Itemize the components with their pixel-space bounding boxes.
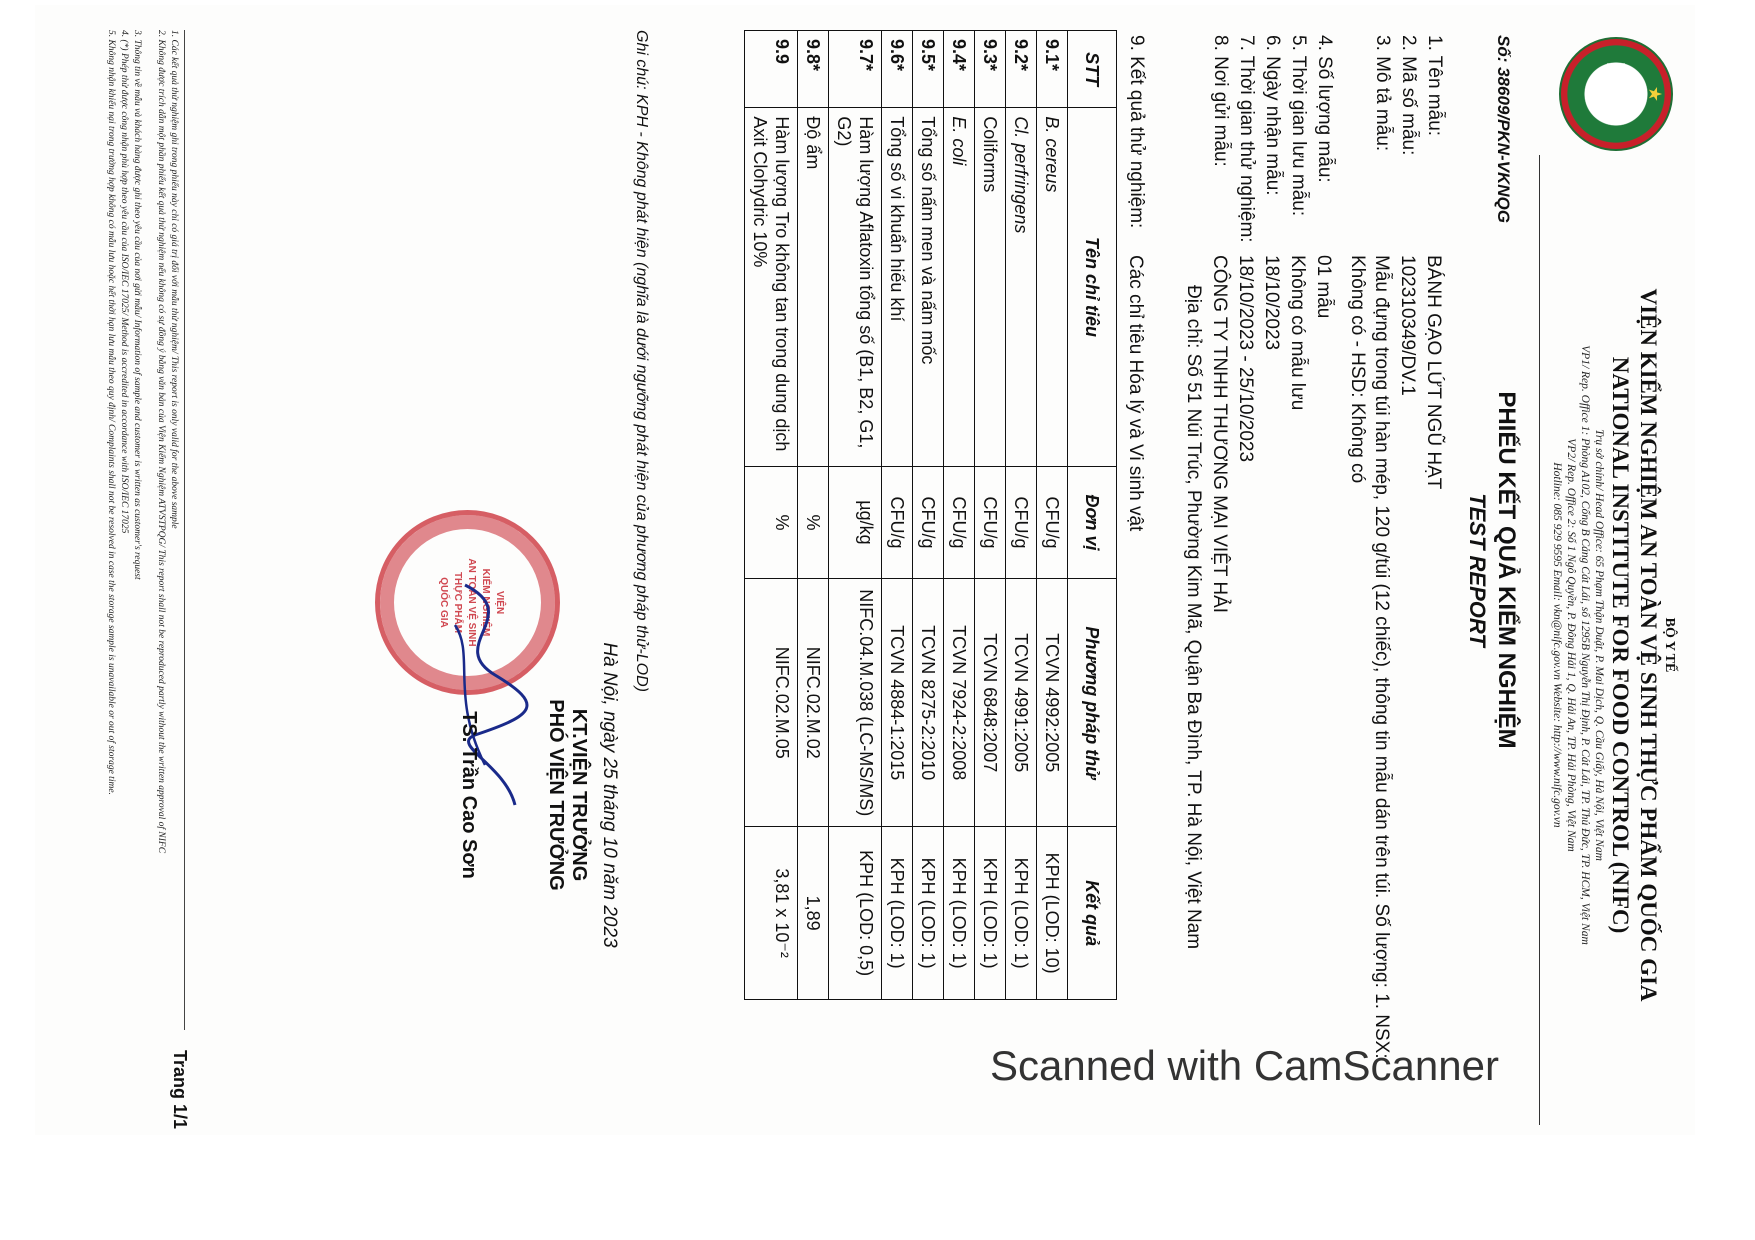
test-name-cell: E. coli bbox=[944, 108, 975, 466]
unit-cell: CFU/g bbox=[913, 466, 944, 578]
result-cell: KPH (LOD: 1) bbox=[1006, 827, 1037, 1000]
footnote-divider bbox=[184, 30, 185, 1030]
test-name-cell: Cl. perfringens bbox=[1006, 108, 1037, 466]
result-cell: KPH (LOD: 10) bbox=[1037, 827, 1068, 1000]
stt-cell: 9.3* bbox=[975, 31, 1006, 108]
footnote: 5. Không nhận khiếu nại trong trường hợp không có mẫu lưu hoặc hết thời hạn lưu mẫu theo quy định/ Complaints shall not be resolved in case the storage sample is unavailable or out of storage time. bbox=[106, 30, 116, 795]
test-name-cell: Coliforms bbox=[975, 108, 1006, 466]
method-cell: TCVN 4884-1:2015 bbox=[882, 579, 913, 827]
stt-cell: 9.7* bbox=[829, 31, 882, 108]
stamp-text: AN TOÀN VỆ SINH bbox=[466, 558, 477, 647]
unit-cell: % bbox=[798, 466, 829, 578]
unit-cell: CFU/g bbox=[944, 466, 975, 578]
address-line: VP2/ Rep. Office 2: Số 1 Ngô Quyền, P. Đông Hải 1, Q. Hải An, TP. Hải Phòng, Việt Nam bbox=[1565, 438, 1577, 852]
method-cell: NIFC.02.M.02 bbox=[798, 579, 829, 827]
field-label: 5. Thời gian lưu mẫu: bbox=[1288, 35, 1309, 217]
column-header: Kết quả bbox=[1068, 827, 1117, 1000]
method-cell: TCVN 7924-2:2008 bbox=[944, 579, 975, 827]
field-label: 2. Mã số mẫu: bbox=[1398, 35, 1419, 156]
received-date: 18/10/2023 bbox=[1261, 255, 1282, 351]
nifc-logo bbox=[1559, 37, 1673, 151]
signer-position: PHÓ VIỆN TRƯỞNG bbox=[545, 699, 567, 891]
result-cell: KPH (LOD: 1) bbox=[913, 827, 944, 1000]
sender-name: CÔNG TY TNHH THƯƠNG MẠI VIỆT HẢI bbox=[1209, 255, 1230, 614]
address-line: Trụ sở chính/ Head Office: 65 Phạm Thận Duật, P. Mai Dịch, Q. Cầu Giấy, Hà Nội, Việt Nam bbox=[1593, 429, 1605, 861]
method-cell: TCVN 4992:2005 bbox=[1037, 579, 1068, 827]
header-divider bbox=[1539, 155, 1540, 1125]
stt-cell: 9.5* bbox=[913, 31, 944, 108]
place-date: Hà Nội, ngày 25 tháng 10 năm 2023 bbox=[599, 642, 620, 948]
table-row bbox=[944, 31, 975, 1000]
table-row bbox=[1037, 31, 1068, 1000]
stt-cell: 9.6* bbox=[882, 31, 913, 108]
method-cell: TCVN 6848:2007 bbox=[975, 579, 1006, 827]
method-cell: NIFC.04.M.038 (LC-MS/MS) bbox=[829, 579, 882, 827]
table-row bbox=[745, 31, 798, 1000]
result-cell: 3,81 x 10⁻² bbox=[745, 827, 798, 1000]
contact-line: Hotline: 085 929 9595 Email: vkn@nifc.gov.vn Website: http://www.nifc.gov.vn bbox=[1551, 462, 1563, 828]
logo-text: NIFC bbox=[1601, 61, 1631, 127]
note: Ghi chú: KPH - Không phát hiện (nghĩa là dưới ngưỡng phát hiện của phương pháp thử-LOD) bbox=[633, 30, 650, 692]
result-cell: KPH (LOD: 0,5) bbox=[829, 827, 882, 1000]
result-cell: KPH (LOD: 1) bbox=[975, 827, 1006, 1000]
institute-name-en: NATIONAL INSTITUTE FOR FOOD CONTROL (NIFC) bbox=[1608, 356, 1633, 934]
camscanner-watermark: Scanned with CamScanner bbox=[990, 1042, 1499, 1089]
unit-cell: µg/kg bbox=[829, 466, 882, 578]
institute-name-vn: VIỆN KIỂM NGHIỆM AN TOÀN VỆ SINH THỰC PHẨM QUỐC GIA bbox=[1636, 288, 1661, 1002]
table-row bbox=[975, 31, 1006, 1000]
footnote: 2. Không được trích dẫn một phần phiếu kết quả thử nghiệm nếu không có sự đồng ý bằng văn bản của Viện Kiểm Nghiệm ATVSTPQG/ This report shall not be reproduced partly without the written approval of NIFC bbox=[156, 30, 166, 854]
result-cell: KPH (LOD: 1) bbox=[882, 827, 913, 1000]
result-cell: KPH (LOD: 1) bbox=[944, 827, 975, 1000]
unit-cell: CFU/g bbox=[1006, 466, 1037, 578]
sample-name: BÁNH GẠO LỨT NGŨ HẠT bbox=[1423, 255, 1444, 490]
stt-cell: 9.1* bbox=[1037, 31, 1068, 108]
address-line: VP1/ Rep. Office 1: Phòng A102, Cổng B Cảng Cát Lái, số 1295B Nguyễn Thị Định, P. Cát Lái, TP. Thủ Đức, TP. HCM, Việt Nam bbox=[1579, 345, 1591, 945]
field-label: 8. Nơi gửi mẫu: bbox=[1210, 35, 1231, 167]
method-cell: TCVN 4991:2005 bbox=[1006, 579, 1037, 827]
sample-storage: Không có mẫu lưu bbox=[1287, 255, 1308, 411]
table-row bbox=[913, 31, 944, 1000]
column-header: Đơn vị bbox=[1068, 466, 1117, 578]
field-label: 1. Tên mẫu: bbox=[1424, 35, 1445, 137]
table-row bbox=[798, 31, 829, 1000]
report-number: Số: 38609/PKN-VKNQG bbox=[1494, 35, 1513, 223]
stamp-text: THỰC PHẨM bbox=[452, 571, 463, 634]
test-name-cell: Tổng số vi khuẩn hiếu khí bbox=[882, 108, 913, 466]
test-name-cell: Hàm lượng Aflatoxin tổng số (B1, B2, G1, G2) bbox=[829, 108, 882, 466]
stt-cell: 9.8* bbox=[798, 31, 829, 108]
column-header: Phương pháp thử bbox=[1068, 579, 1117, 827]
stt-cell: 9.2* bbox=[1006, 31, 1037, 108]
sample-description: Mẫu đựng trong túi hàn mép, 120 g/túi (12 chiếc), thông tin mẫu dán trên túi. Số lượng: 1. NSX: Không có - HSD: Không có bbox=[1347, 255, 1392, 1059]
unit-cell: % bbox=[745, 466, 798, 578]
column-header: STT bbox=[1068, 31, 1117, 108]
table-row bbox=[882, 31, 913, 1000]
report-title-en: TEST REPORT bbox=[1465, 493, 1490, 647]
sender-address: Địa chỉ: Số 51 Núi Trúc, Phường Kim Mã, Quận Ba Đình, TP. Hà Nội, Việt Nam bbox=[1183, 285, 1204, 950]
results-table bbox=[744, 30, 1117, 1000]
table-row bbox=[1006, 31, 1037, 1000]
field-label: 4. Số lượng mẫu: bbox=[1314, 35, 1335, 183]
table-row bbox=[829, 31, 882, 1000]
stamp-text: VIỆN bbox=[494, 590, 505, 615]
stt-cell: 9.9 bbox=[745, 31, 798, 108]
footnote: 1. Các kết quả thử nghiệm ghi trong phiếu này chỉ có giá trị đối với mẫu thử nghiệm/ This report is only valid for the above sample bbox=[169, 30, 179, 529]
test-name-cell: Độ ẩm bbox=[798, 108, 829, 466]
handwritten-signature bbox=[435, 565, 545, 825]
stt-cell: 9.4* bbox=[944, 31, 975, 108]
test-name-cell: Tổng số nấm men và nấm mốc bbox=[913, 108, 944, 466]
stamp-text: KIỂM NGHIỆM bbox=[480, 568, 491, 637]
unit-cell: CFU/g bbox=[975, 466, 1006, 578]
test-report-document bbox=[35, 5, 1695, 1135]
stamp-text: QUỐC GIA bbox=[438, 577, 449, 628]
page-number: Trang 1/1 bbox=[170, 1050, 190, 1130]
field-label: 3. Mô tả mẫu: bbox=[1372, 35, 1393, 152]
field-label: 6. Ngày nhận mẫu: bbox=[1262, 35, 1283, 196]
table-header-row bbox=[1068, 31, 1117, 1000]
sample-quantity: 01 mẫu bbox=[1313, 255, 1334, 319]
result-cell: 1,89 bbox=[798, 827, 829, 1000]
footnote: 3. Thông tin về mẫu và khách hàng được ghi theo yêu cầu của nơi gửi mẫu/ Information of sample and customer is written as customer's request bbox=[132, 30, 142, 580]
ministry-name: BỘ Y TẾ bbox=[1662, 617, 1677, 673]
report-title: PHIẾU KẾT QUẢ KIỂM NGHIỆM bbox=[1493, 391, 1520, 749]
test-name-cell: Hàm lượng Tro không tan trong dung dịch Axit Clohydric 10% bbox=[745, 108, 798, 466]
footnote: 4. (*) Phép thử được công nhận phù hợp theo yêu cầu của ISO/IEC 17025/ Method is accredited in accordance with ISO/IEC 17025 bbox=[119, 30, 129, 534]
test-period: 18/10/2023 - 25/10/2023 bbox=[1235, 255, 1256, 463]
column-header: Tên chỉ tiêu bbox=[1068, 108, 1117, 466]
signer-authority: KT.VIỆN TRƯỞNG bbox=[568, 708, 590, 882]
test-results-scope: Các chỉ tiêu Hóa lý và Vi sinh vật bbox=[1125, 255, 1146, 532]
unit-cell: CFU/g bbox=[1037, 466, 1068, 578]
method-cell: TCVN 8275-2:2010 bbox=[913, 579, 944, 827]
test-name-cell: B. cereus bbox=[1037, 108, 1068, 466]
sample-code: 10231034​9/DV.1 bbox=[1397, 255, 1418, 396]
field-label: 7. Thời gian thử nghiệm: bbox=[1236, 35, 1257, 243]
field-label: 9. Kết quả thử nghiệm: bbox=[1126, 35, 1147, 229]
method-cell: NIFC.02.M.05 bbox=[745, 579, 798, 827]
star-icon: ★ bbox=[1645, 85, 1665, 103]
unit-cell: CFU/g bbox=[882, 466, 913, 578]
signer-name: TS. Trần Cao Sơn bbox=[458, 711, 480, 879]
